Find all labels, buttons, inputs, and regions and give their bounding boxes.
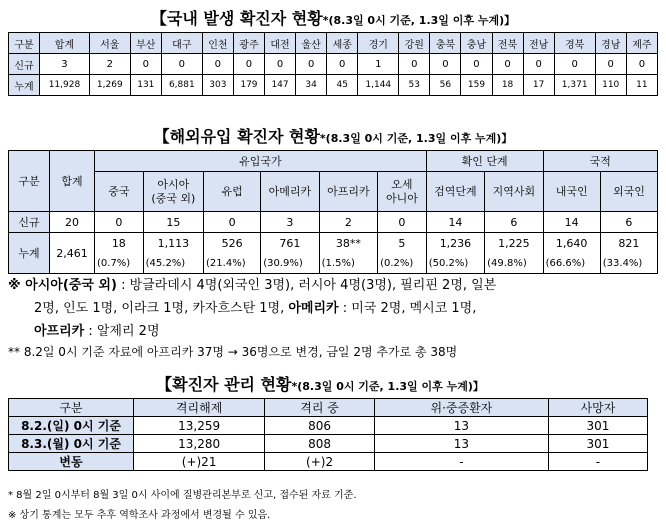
overseas-table <box>8 150 658 274</box>
domestic-header-cell: 울산 <box>296 33 327 54</box>
domestic-header-cell: 강원 <box>399 33 430 54</box>
domestic-title-sub: *(8.3일 0시 기준, 1.3일 이후 누계)】 <box>322 14 516 27</box>
management-header-cell: 사망자 <box>548 399 647 417</box>
domestic-cell: 11 <box>626 75 657 96</box>
overseas-pct-cell: (0.2%) <box>378 253 427 274</box>
overseas-cum-cell: 1,113 <box>143 233 203 254</box>
management-header-cell: 격리해제 <box>134 399 265 417</box>
overseas-new-cell: 20 <box>50 212 95 233</box>
management-cell: 13 <box>374 435 548 453</box>
domestic-cell: 0 <box>430 54 461 75</box>
management-cell: - <box>374 453 548 471</box>
domestic-cell: 0 <box>327 54 358 75</box>
overseas-subheader-cell: 중국 <box>95 172 144 212</box>
domestic-row-label: 누계 <box>9 75 40 96</box>
overseas-new-cell: 14 <box>426 212 484 233</box>
note-line-4 <box>8 343 457 360</box>
management-row-label: 변동 <box>9 453 134 471</box>
overseas-new-cell: 14 <box>543 212 600 233</box>
overseas-subheader-cell: 지역사회 <box>485 172 543 212</box>
overseas-new-cell: 3 <box>261 212 319 233</box>
management-title <box>0 372 640 395</box>
overseas-new-cell: 0 <box>378 212 427 233</box>
overseas-subheader-cell: 검역단계 <box>426 172 484 212</box>
overseas-title <box>0 124 666 147</box>
overseas-new-cell: 6 <box>600 212 657 233</box>
domestic-cell: 56 <box>430 75 461 96</box>
overseas-cum-cell: 821 <box>600 233 657 254</box>
management-row <box>9 417 648 435</box>
overseas-h-inflow: 유입국가 <box>95 151 427 172</box>
overseas-cumulative-row <box>9 233 658 254</box>
domestic-cell: 0 <box>554 54 595 75</box>
overseas-new-label: 신규 <box>9 212 50 233</box>
overseas-new-cell: 0 <box>95 212 144 233</box>
domestic-cell: 0 <box>265 54 296 75</box>
domestic-cumulative-row <box>9 75 658 96</box>
overseas-h-gubun: 구분 <box>9 151 50 212</box>
overseas-pct-cell: (50.2%) <box>426 253 484 274</box>
domestic-cell: 18 <box>492 75 523 96</box>
overseas-cum-cell: 1,225 <box>485 233 543 254</box>
overseas-new-row <box>9 212 658 233</box>
note-asia-text: : 방글라데시 4명(외국인 3명), 러시아 4명(3명), 필리핀 2명, 일본 <box>116 278 497 293</box>
domestic-header-cell: 대구 <box>161 33 202 54</box>
management-cell: (+)21 <box>134 453 265 471</box>
management-cell: 806 <box>265 417 375 435</box>
overseas-title-main: 【해외유입 확진자 현황 <box>153 127 320 146</box>
overseas-h-total: 합계 <box>50 151 95 212</box>
overseas-cum-cell: 38** <box>319 233 377 254</box>
overseas-subheader-cell: 아메리카 <box>261 172 319 212</box>
overseas-pct-cell: (33.4%) <box>600 253 657 274</box>
overseas-new-cell: 15 <box>143 212 203 233</box>
management-header-row <box>9 399 648 417</box>
domestic-cell: 0 <box>202 54 233 75</box>
domestic-cell: 303 <box>202 75 233 96</box>
overseas-h-nationality: 국적 <box>543 151 657 172</box>
overseas-title-sub: *(8.3일 0시 기준, 1.3일 이후 누계)】 <box>319 132 513 145</box>
overseas-pct-cell: (21.4%) <box>204 253 261 274</box>
domestic-cell: 6,881 <box>161 75 202 96</box>
overseas-subheader-cell: 오세 아니아 <box>378 172 427 212</box>
domestic-cell: 0 <box>233 54 264 75</box>
domestic-cell: 1,371 <box>554 75 595 96</box>
domestic-cell: 0 <box>492 54 523 75</box>
management-cell: 13 <box>374 417 548 435</box>
note-america-text: : 미국 2명, 멕시코 1명, <box>338 301 477 316</box>
overseas-pct-cell: (45.2%) <box>143 253 203 274</box>
overseas-subheader-row <box>9 172 658 212</box>
domestic-cell: 179 <box>233 75 264 96</box>
domestic-cell: 0 <box>296 54 327 75</box>
management-row-label: 8.3.(월) 0시 기준 <box>9 435 134 453</box>
domestic-cell: 34 <box>296 75 327 96</box>
management-cell: 301 <box>548 417 647 435</box>
domestic-header-row <box>9 33 658 54</box>
domestic-header-cell: 부산 <box>130 33 161 54</box>
domestic-cell: 2 <box>89 54 130 75</box>
domestic-cell: 45 <box>327 75 358 96</box>
overseas-cum-cell: 18 <box>95 233 144 254</box>
overseas-cum-cell: 526 <box>204 233 261 254</box>
domestic-cell: 1,269 <box>89 75 130 96</box>
overseas-subheader-cell: 내국인 <box>543 172 600 212</box>
management-title-sub: *(8.3일 0시 기준, 1.3일 이후 누계)】 <box>291 380 484 393</box>
management-cell: 13,259 <box>134 417 265 435</box>
domestic-cell: 0 <box>130 54 161 75</box>
note-america-label: 아메리카 <box>288 301 339 316</box>
domestic-header-cell: 인천 <box>202 33 233 54</box>
management-cell: 13,280 <box>134 435 265 453</box>
note-line-1 <box>8 274 496 293</box>
overseas-new-cell: 0 <box>204 212 261 233</box>
domestic-cell: 0 <box>523 54 554 75</box>
domestic-table <box>8 32 658 96</box>
domestic-cell: 0 <box>626 54 657 75</box>
overseas-new-cell: 2 <box>319 212 377 233</box>
note-asia-label: 아시아(중국 외) <box>25 278 117 293</box>
domestic-header-cell: 전남 <box>523 33 554 54</box>
domestic-header-cell: 제주 <box>626 33 657 54</box>
overseas-subheader-cell: 유럽 <box>204 172 261 212</box>
footnote-1: * 8월 2일 0시부터 8월 3일 0시 사이에 질병관리본부로 신고, 접수된 자료 기준. <box>8 490 357 501</box>
overseas-pct-cell: (66.6%) <box>543 253 600 274</box>
management-header-cell: 위·중증환자 <box>374 399 548 417</box>
domestic-header-cell: 충북 <box>430 33 461 54</box>
domestic-header-cell: 충남 <box>461 33 492 54</box>
management-change-row <box>9 453 648 471</box>
domestic-header-cell: 구분 <box>9 33 40 54</box>
overseas-pct-cell: (49.8%) <box>485 253 543 274</box>
domestic-cell: 147 <box>265 75 296 96</box>
note-africa-label: 아프리카 <box>34 324 85 339</box>
overseas-cum-cell: 1,640 <box>543 233 600 254</box>
domestic-header-cell: 경기 <box>358 33 399 54</box>
management-cell: 808 <box>265 435 375 453</box>
footnote-2: ※ 상기 통계는 모두 추후 역학조사 과정에서 변경될 수 있음. <box>8 510 271 521</box>
domestic-header-cell: 전북 <box>492 33 523 54</box>
domestic-cell: 11,928 <box>40 75 90 96</box>
domestic-header-cell: 경북 <box>554 33 595 54</box>
note-mark: ※ <box>8 278 26 293</box>
overseas-new-cell: 6 <box>485 212 543 233</box>
overseas-subheader-cell: 아시아 (중국 외) <box>143 172 203 212</box>
domestic-cell: 0 <box>595 54 626 75</box>
domestic-cell: 17 <box>523 75 554 96</box>
domestic-header-cell: 광주 <box>233 33 264 54</box>
domestic-new-row <box>9 54 658 75</box>
management-cell: 301 <box>548 435 647 453</box>
domestic-title-main: 【국내 발생 확진자 현황 <box>150 9 323 28</box>
domestic-row-label: 신규 <box>9 54 40 75</box>
domestic-header-cell: 대전 <box>265 33 296 54</box>
overseas-pct-cell: (30.9%) <box>261 253 319 274</box>
domestic-cell: 131 <box>130 75 161 96</box>
management-table <box>8 398 648 471</box>
domestic-cell: 110 <box>595 75 626 96</box>
management-cell: (+)2 <box>265 453 375 471</box>
management-row <box>9 435 648 453</box>
overseas-h-confirm: 확인 단계 <box>426 151 543 172</box>
domestic-header-cell: 경남 <box>595 33 626 54</box>
domestic-cell: 1,144 <box>358 75 399 96</box>
management-cell: - <box>548 453 647 471</box>
note-asia-text-2: 2명, 인도 1명, 이라크 1명, 카자흐스탄 1명, <box>34 301 289 316</box>
domestic-cell: 1 <box>358 54 399 75</box>
domestic-header-cell: 서울 <box>89 33 130 54</box>
management-header-cell: 구분 <box>9 399 134 417</box>
domestic-cell: 53 <box>399 75 430 96</box>
domestic-title <box>0 6 666 29</box>
overseas-subheader-cell: 외국인 <box>600 172 657 212</box>
note-africa-change: ** 8.2일 0시 기준 자료에 아프리카 37명 → 36명으로 변경, 금일 2명 추가로 총 38명 <box>8 345 458 359</box>
overseas-pct-cell: (1.5%) <box>319 253 377 274</box>
domestic-header-cell: 합계 <box>40 33 90 54</box>
management-header-cell: 격리 중 <box>265 399 375 417</box>
management-title-main: 【확진자 관리 현황 <box>156 375 292 394</box>
overseas-cum-cell: 5 <box>378 233 427 254</box>
overseas-cum-cell: 1,236 <box>426 233 484 254</box>
domestic-cell: 0 <box>161 54 202 75</box>
domestic-cell: 159 <box>461 75 492 96</box>
overseas-cum-label: 누계 <box>9 233 50 274</box>
note-line-2 <box>34 297 476 316</box>
note-line-3 <box>34 320 160 339</box>
note-africa-text: : 알제리 2명 <box>84 324 160 339</box>
domestic-cell: 0 <box>461 54 492 75</box>
management-row-label: 8.2.(일) 0시 기준 <box>9 417 134 435</box>
overseas-pct-cell: (0.7%) <box>95 253 144 274</box>
overseas-cum-total: 2,461 <box>50 233 95 274</box>
domestic-cell: 3 <box>40 54 90 75</box>
overseas-pct-row <box>9 253 658 274</box>
overseas-cum-cell: 761 <box>261 233 319 254</box>
domestic-header-cell: 세종 <box>327 33 358 54</box>
domestic-cell: 0 <box>399 54 430 75</box>
overseas-subheader-cell: 아프리카 <box>319 172 377 212</box>
